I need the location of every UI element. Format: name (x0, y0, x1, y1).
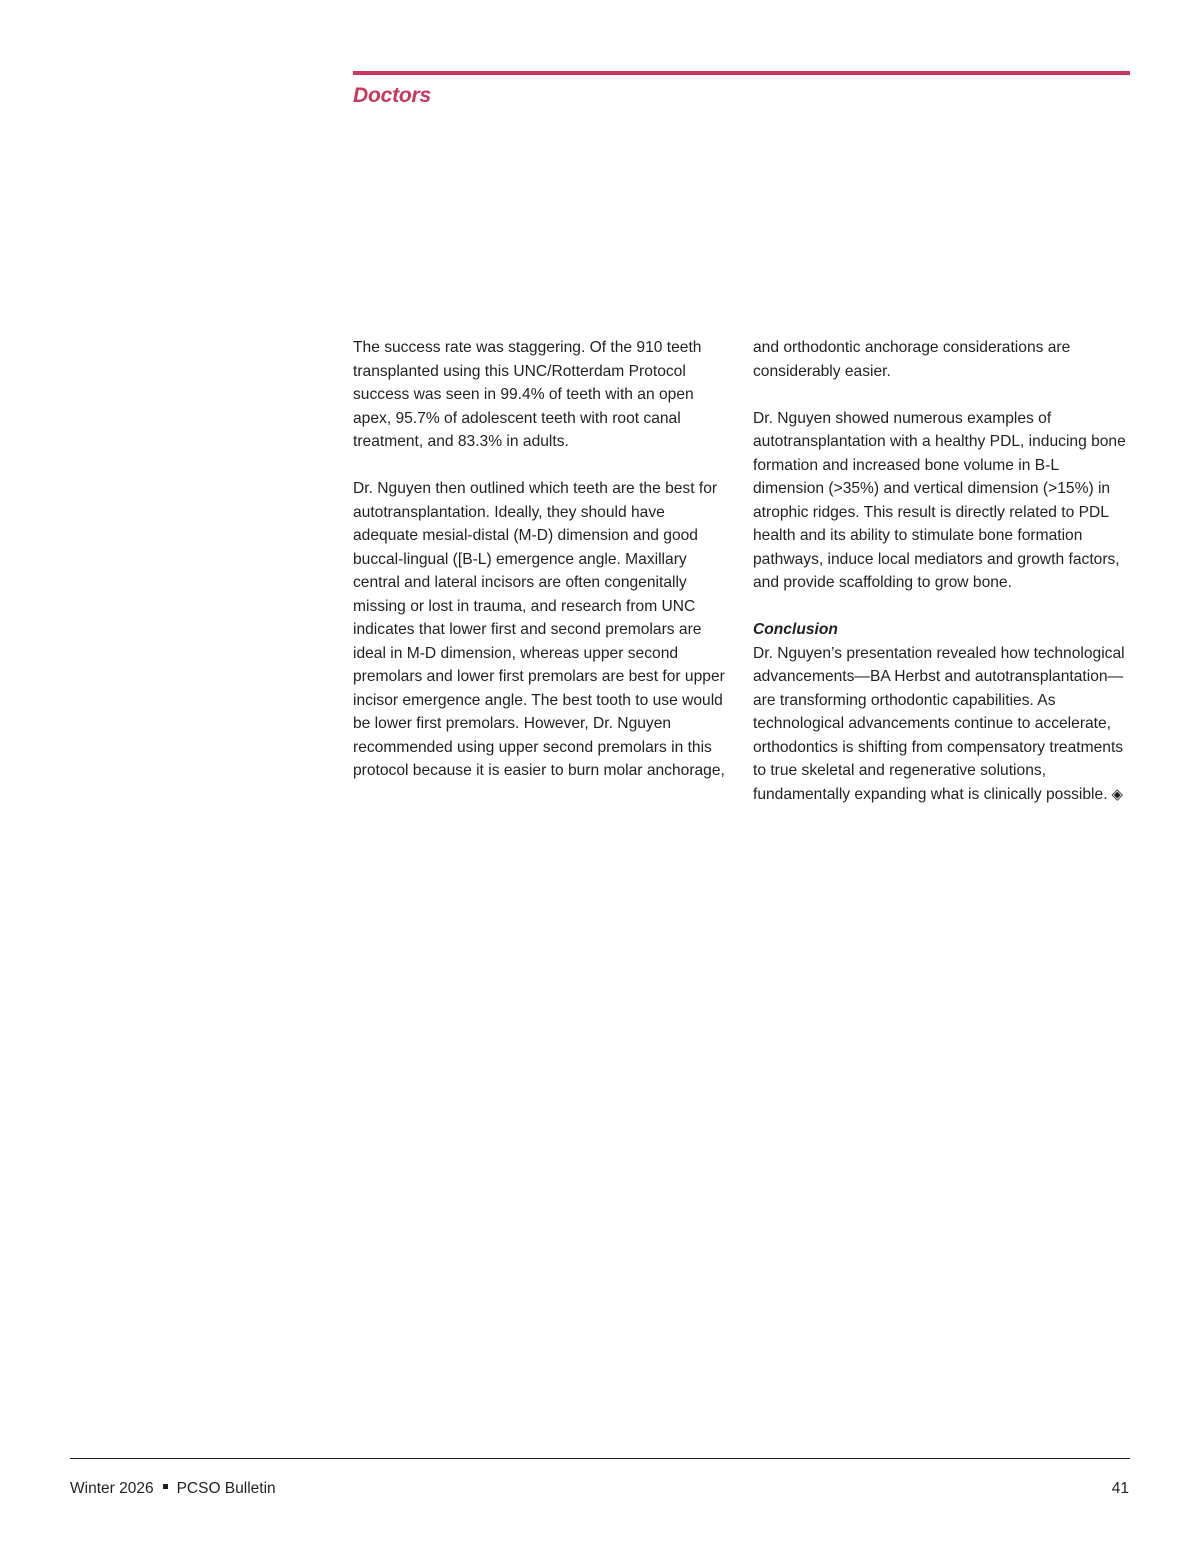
paragraph: and orthodontic anchorage considerations are considerably easier. (753, 339, 1071, 380)
end-mark-icon: ◈ (1111, 785, 1124, 803)
footer-credit (70, 1480, 276, 1498)
header-rule (353, 71, 1130, 75)
article-column-left (353, 336, 725, 806)
conclusion-text: Dr. Nguyen’s presentation revealed how technological advancements—BA Herbst and autotransplantation—are transforming orthodontic capabilities. As technological advancements continue to accelerate, orthodontics is shifting from compensatory treatments to true skeletal and regenerative solutions, fundamentally expanding what is clinically possible. (753, 644, 1125, 803)
paragraph: The success rate was staggering. Of the 910 teeth transplanted using this UNC/Rotterdam Protocol success was seen in 99.4% of teeth with an open apex, 95.7% of adolescent teeth with root canal treatment, and 83.3% in adults. (353, 339, 702, 450)
page-number: 41 (1111, 1480, 1129, 1497)
footer-publication: PCSO Bulletin (176, 1480, 276, 1497)
conclusion-paragraph (753, 642, 1131, 807)
footer-rule (70, 1458, 1130, 1459)
paragraph: Dr. Nguyen then outlined which teeth are the best for autotransplantation. Ideally, they should have adequate mesial-distal (M-D) dimension and good buccal-lingual ([B-L) emergence angle. Maxillary central and lateral incisors are often congenitally missing or lost in trauma, and research from UNC indicates that lower first and second premolars are ideal in M-D dimension, whereas upper second premolars and lower first premolars are best for upper incisor emergence angle. The best tooth to use would be lower first premolars. However, Dr. Nguyen recommended using upper second premolars in this protocol because it is easier to burn molar anchorage, (353, 480, 725, 779)
conclusion-heading: Conclusion (753, 621, 838, 638)
footer-issue: Winter 2026 (70, 1480, 154, 1497)
article-column-right (753, 336, 1131, 830)
section-title: Doctors (353, 84, 431, 107)
paragraph: Dr. Nguyen showed numerous examples of autotransplantation with a healthy PDL, inducing bone formation and increased bone volume in B-L dimension (>35%) and vertical dimension (>15%) in atrophic ridges. This result is directly related to PDL health and its ability to stimulate bone formation pathways, induce local mediators and growth factors, and provide scaffolding to grow bone. (753, 409, 1126, 591)
square-bullet-icon (163, 1484, 168, 1489)
